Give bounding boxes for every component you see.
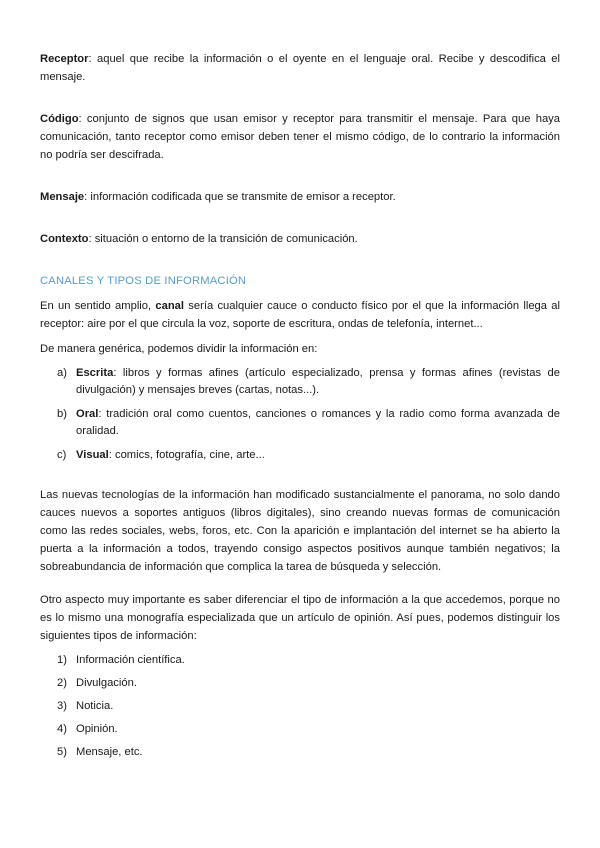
intro-before: En un sentido amplio, xyxy=(40,300,156,312)
list-marker: 5) xyxy=(57,746,67,758)
term: Oral xyxy=(76,408,99,420)
item-text: Divulgación. xyxy=(76,677,137,689)
term: Contexto xyxy=(40,233,89,245)
term: Visual xyxy=(76,449,109,461)
list-item xyxy=(40,744,560,761)
term: Mensaje xyxy=(40,191,85,203)
definition-text: : situación o entorno de la transición de comunicación. xyxy=(88,233,358,245)
intro-after: sería cualquier cauce o conducto físico por el que la información llega al receptor: aire por el que circula la voz, soporte de escritura, ondas de telefonía, internet... xyxy=(40,300,560,330)
other-aspect-paragraph: Otro aspecto muy importante es saber diferenciar el tipo de información a la que accedemos, porque no es lo mismo una monografía especializada que un artículo de opinión. Así pues, podemos distinguir los siguientes tipos de información: xyxy=(40,594,560,642)
canal-intro-paragraph xyxy=(40,297,560,333)
list-marker: 4) xyxy=(57,723,67,735)
term: Escrita xyxy=(76,367,114,379)
section-heading: CANALES Y TIPOS DE INFORMACIÓN xyxy=(40,275,247,287)
list-marker: 3) xyxy=(57,700,67,712)
generic-intro: De manera genérica, podemos dividir la información en: xyxy=(40,343,318,355)
item-text: Noticia. xyxy=(76,700,114,712)
definition-text: : aquel que recibe la información o el oyente en el lenguaje oral. Recibe y descodifica el mensaje. xyxy=(40,53,560,83)
item-text: : libros y formas afines (artículo especializado, prensa y formas afines (revistas de divulgación) y mensajes breves (cartas, notas...). xyxy=(76,367,560,396)
list-item xyxy=(40,365,560,399)
list-marker: 2) xyxy=(57,677,67,689)
numbered-info-list xyxy=(40,652,560,761)
list-item xyxy=(40,406,560,440)
tech-paragraph: Las nuevas tecnologías de la información han modificado sustancialmente el panorama, no solo dando cauces nuevos a soportes antiguos (libros digitales), sino creando nuevas formas de comunicación como las redes sociales, webs, foros, etc. Con la aparición e implantación del internet se ha abierto la puerta a la información a todos, trayendo consigo aspectos positivos aunque también negativos; la sobreabundancia de información que complica la tarea de búsqueda y selección. xyxy=(40,489,560,573)
definition-text: : información codificada que se transmite de emisor a receptor. xyxy=(84,191,396,203)
list-marker: c) xyxy=(57,449,67,461)
item-text: : tradición oral como cuentos, canciones o romances y la radio como forma avanzada de oralidad. xyxy=(76,408,560,437)
info-types-list xyxy=(40,365,560,464)
list-item xyxy=(40,721,560,738)
term: Código xyxy=(40,113,79,125)
item-text: Mensaje, etc. xyxy=(76,746,143,758)
list-item xyxy=(40,447,560,464)
list-marker: b) xyxy=(57,408,67,420)
definition-mensaje xyxy=(40,188,560,206)
definition-codigo xyxy=(40,110,560,164)
item-text: : comics, fotografía, cine, arte... xyxy=(108,449,265,461)
term-canal: canal xyxy=(155,300,185,312)
definition-text: : conjunto de signos que usan emisor y receptor para transmitir el mensaje. Para que haya comunicación, tanto receptor como emisor deben tener el mismo código, de lo contrario la información no podría ser descifrada. xyxy=(40,113,560,161)
item-text: Información científica. xyxy=(76,654,185,666)
term: Receptor xyxy=(40,53,89,65)
item-text: Opinión. xyxy=(76,723,118,735)
definition-contexto xyxy=(40,230,560,248)
list-marker: 1) xyxy=(57,654,67,666)
list-item xyxy=(40,698,560,715)
list-item xyxy=(40,652,560,669)
list-item xyxy=(40,675,560,692)
definition-receptor xyxy=(40,50,560,86)
list-marker: a) xyxy=(57,367,67,379)
